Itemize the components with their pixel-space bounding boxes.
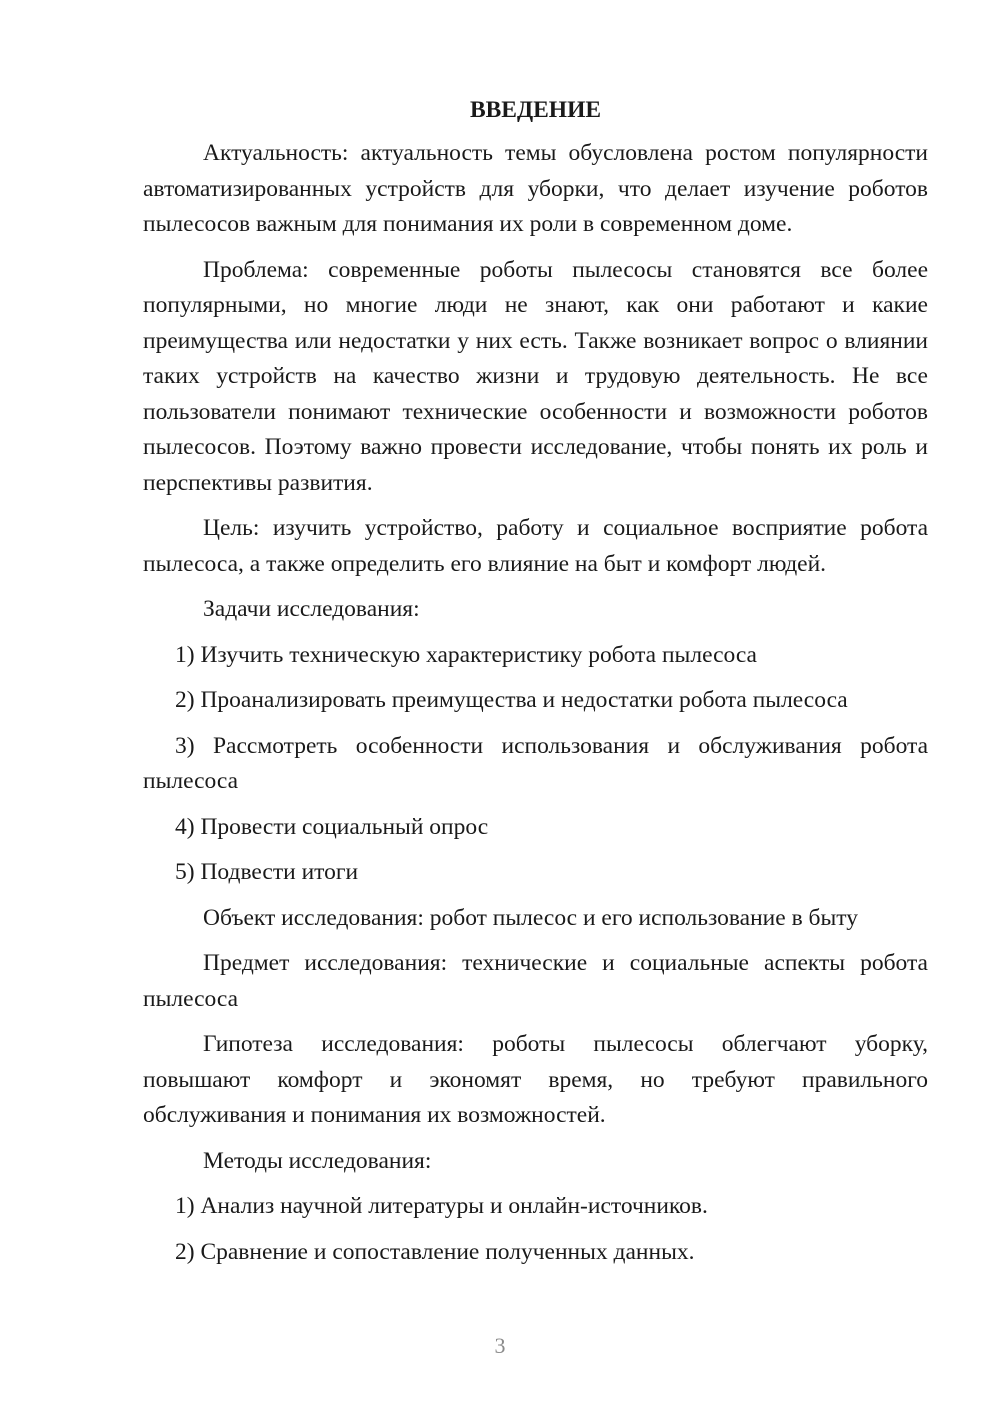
task-item-5: 5) Подвести итоги [175,859,359,885]
goal-paragraph: Цель: изучить устройство, работу и социальное восприятие робота пылесоса, а также определить его влияние на быт и комфорт людей. [143,515,928,577]
task-item-3: 3) Рассмотреть особенности использования и обслуживания робота пылесоса [143,732,928,794]
object-paragraph: Объект исследования: робот пылесос и его использование в быту [203,904,858,931]
tasks-heading: Задачи исследования: [203,596,420,622]
task-item-1: 1) Изучить техническую характеристику робота пылесоса [175,641,757,668]
problem-paragraph: Проблема: современные роботы пылесосы становятся все более популярными, но многие люди не знают, как они работают и какие преимущества или недостатки у них есть. Также возникает вопрос о влиянии таких устройств на качество жизни и трудовую деятельность. Не все пользователи понимают технические особенности и возможности роботов пылесосов. Поэтому важно провести исследование, чтобы понять их роль и перспективы развития. [143,256,928,496]
relevance-paragraph: Актуальность: актуальность темы обусловлена ростом популярности автоматизированных устройств для уборки, что делает изучение роботов пылесосов важным для понимания их роли в современном доме. [143,140,928,237]
section-title: ВВЕДЕНИЕ [469,97,602,123]
task-item-2: 2) Проанализировать преимущества и недостатки робота пылесоса [175,687,848,713]
hypothesis-paragraph: Гипотеза исследования: роботы пылесосы облегчают уборку, повышают комфорт и экономят время, но требуют правильного обслуживания и понимания их возможностей. [143,1031,928,1128]
page-content [143,93,928,1280]
method-item-1: 1) Анализ научной литературы и онлайн-источников. [175,1193,708,1219]
subject-paragraph: Предмет исследования: технические и социальные аспекты робота пылесоса [143,950,928,1012]
methods-heading: Методы исследования: [203,1147,432,1174]
task-item-4: 4) Провести социальный опрос [175,813,489,840]
method-item-2: 2) Сравнение и сопоставление полученных данных. [175,1238,695,1265]
page-number: 3 [494,1333,506,1358]
